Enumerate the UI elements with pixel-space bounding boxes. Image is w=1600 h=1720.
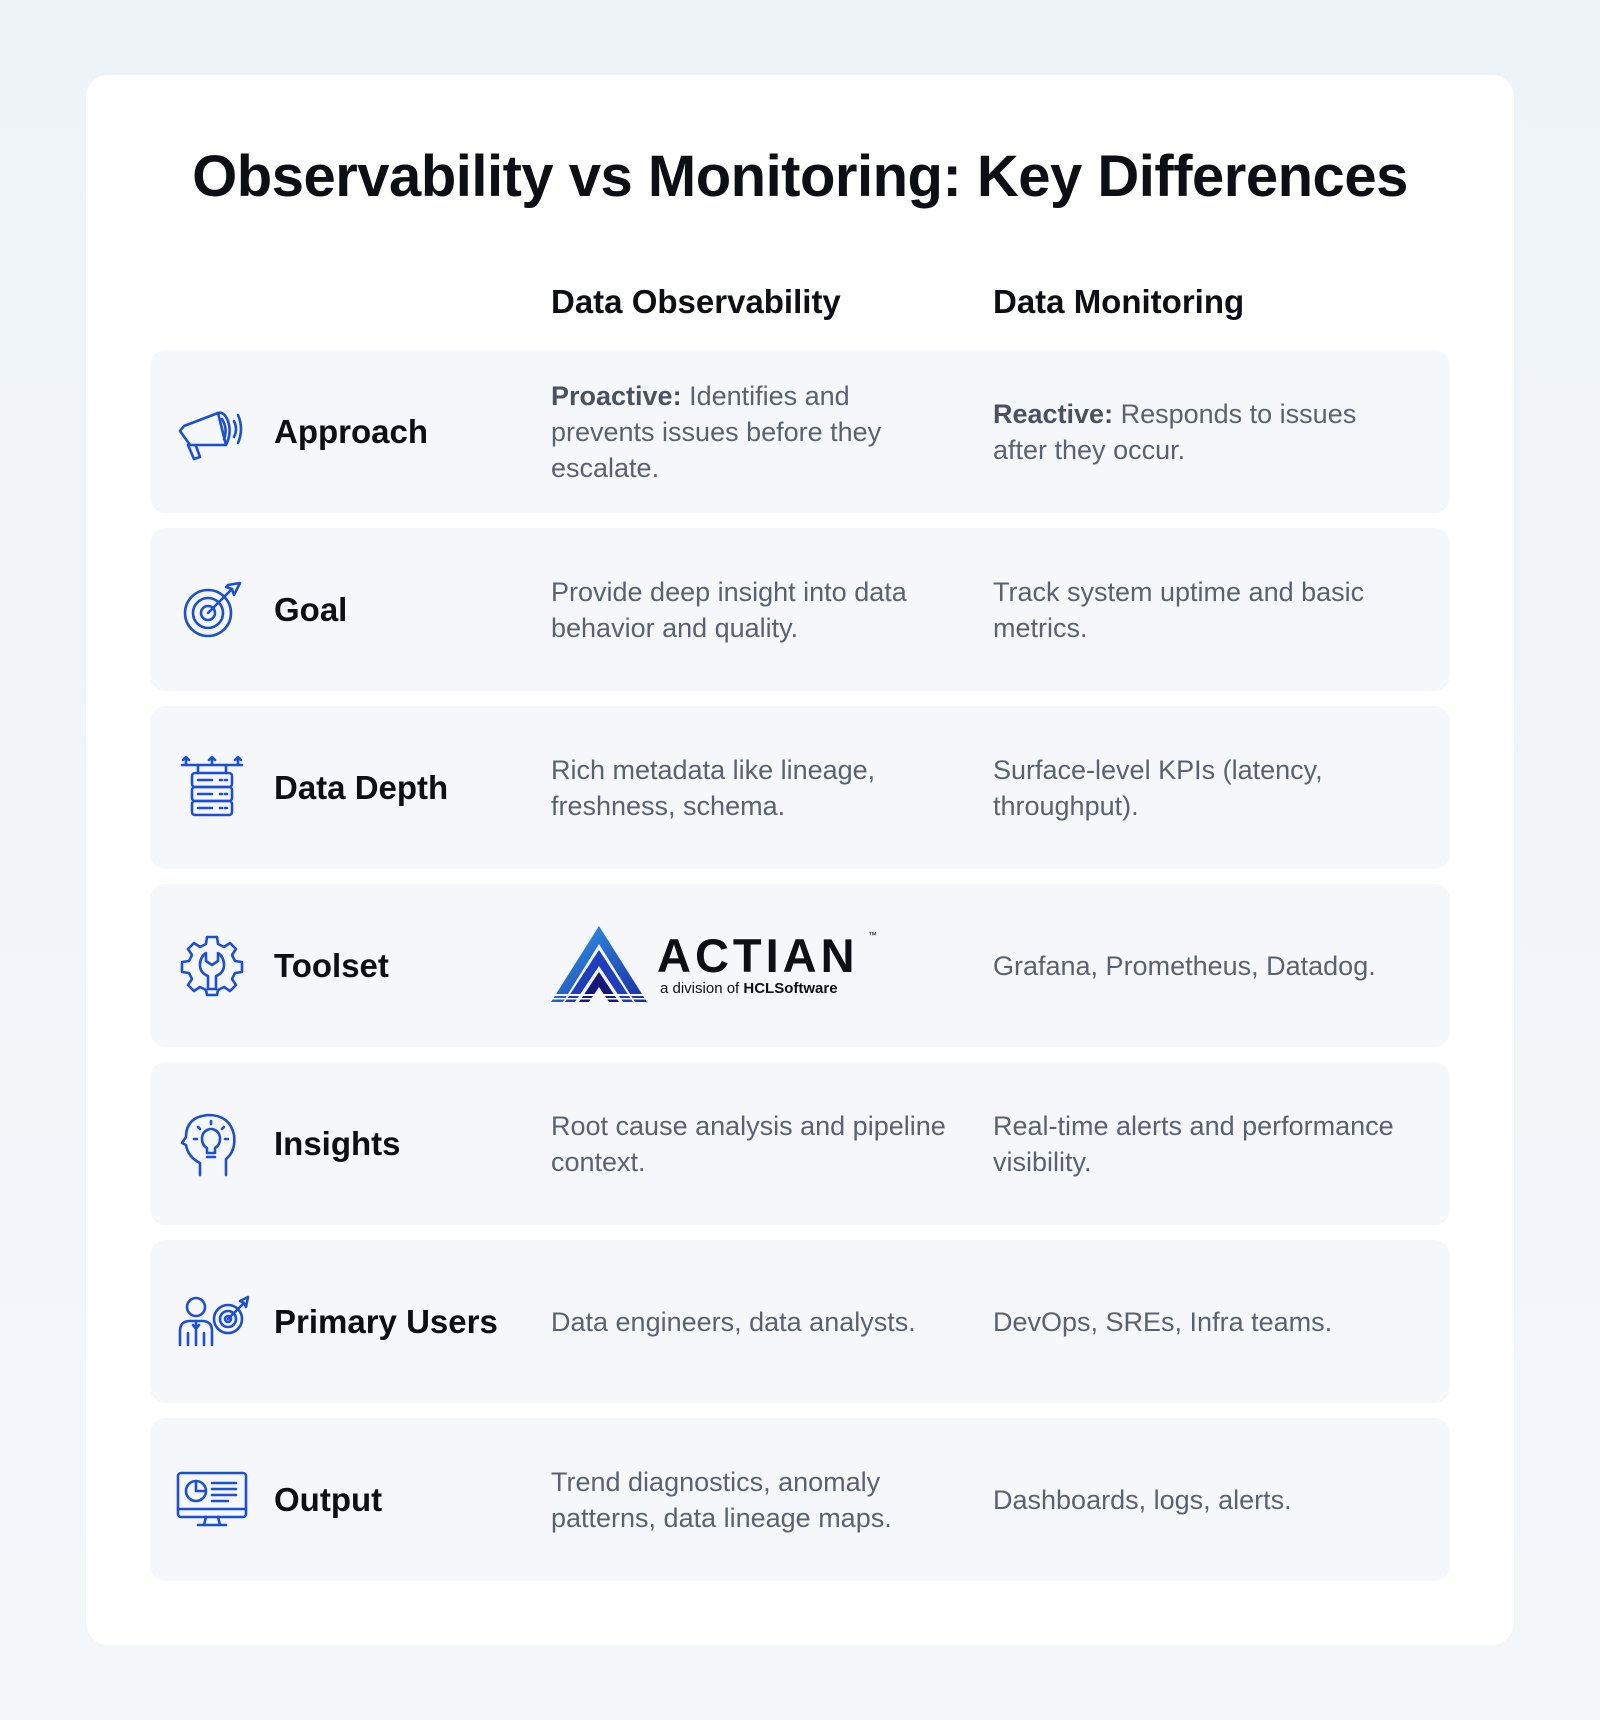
row-label: Insights — [274, 1124, 401, 1162]
cell-text: Dashboards, logs, alerts. — [993, 1484, 1292, 1515]
dashboard-monitor-icon — [174, 1461, 250, 1537]
comparison-card — [86, 75, 1514, 1645]
row-label: Output — [274, 1480, 383, 1518]
observability-cell — [551, 350, 951, 513]
comparison-row-toolset — [150, 884, 1450, 1047]
monitoring-cell — [993, 884, 1413, 1047]
cell-text: DevOps, SREs, Infra teams. — [993, 1306, 1333, 1337]
page-title: Observability vs Monitoring: Key Differences — [192, 144, 1408, 209]
cell-text: Grafana, Prometheus, Datadog. — [993, 950, 1376, 981]
row-label: Goal — [274, 590, 348, 628]
cell-text: Track system uptime and basic metrics. — [993, 576, 1365, 643]
gear-wrench-icon — [174, 927, 250, 1003]
tagline-brand: HCLSoftware — [743, 980, 838, 997]
monitoring-cell — [993, 528, 1413, 691]
cell-text: Responds to issues after they occur. — [993, 398, 1357, 465]
monitoring-cell — [993, 706, 1413, 869]
monitoring-cell — [993, 1062, 1413, 1225]
comparison-row-approach — [150, 350, 1450, 513]
column-header-observability: Data Observability — [551, 283, 841, 320]
monitoring-cell — [993, 1240, 1413, 1403]
observability-cell — [551, 1240, 951, 1403]
target-icon — [174, 571, 250, 647]
observability-cell — [551, 528, 951, 691]
user-target-icon — [174, 1283, 250, 1359]
row-label: Data Depth — [274, 768, 449, 806]
cell-text: Rich metadata like lineage, freshness, schema. — [551, 754, 876, 821]
server-stack-icon — [174, 749, 250, 825]
cell-text: Identifies and prevents issues before they escalate. — [551, 380, 882, 483]
comparison-row-insights — [150, 1062, 1450, 1225]
observability-cell — [551, 1062, 951, 1225]
cell-lead: Proactive: — [551, 380, 682, 411]
cell-text: Real-time alerts and performance visibility. — [993, 1110, 1394, 1177]
cell-text: Surface-level KPIs (latency, throughput). — [993, 754, 1323, 821]
comparison-row-primary-users — [150, 1240, 1450, 1403]
cell-text: Trend diagnostics, anomaly patterns, data lineage maps. — [551, 1466, 892, 1533]
monitoring-cell — [993, 1418, 1413, 1581]
column-header-monitoring: Data Monitoring — [993, 283, 1245, 320]
observability-cell — [551, 1418, 951, 1581]
cell-text: Data engineers, data analysts. — [551, 1306, 916, 1337]
row-label: Primary Users — [274, 1302, 498, 1340]
row-label: Toolset — [274, 946, 389, 984]
comparison-row-goal — [150, 528, 1450, 691]
trademark-symbol: ™ — [868, 930, 877, 940]
cell-text: Provide deep insight into data behavior and quality. — [551, 576, 907, 643]
observability-cell — [551, 706, 951, 869]
cell-text: Root cause analysis and pipeline context. — [551, 1110, 946, 1177]
actian-mark-icon — [551, 924, 651, 1004]
row-label: Approach — [274, 412, 429, 450]
comparison-row-output — [150, 1418, 1450, 1581]
comparison-row-data-depth — [150, 706, 1450, 869]
megaphone-icon — [174, 393, 250, 469]
actian-wordmark: ACTIAN — [657, 929, 859, 982]
actian-logo — [551, 924, 881, 1004]
tagline-prefix: a division of — [660, 980, 744, 997]
monitoring-cell — [993, 350, 1413, 513]
head-lightbulb-icon — [174, 1105, 250, 1181]
actian-tagline — [660, 980, 838, 997]
cell-lead: Reactive: — [993, 398, 1114, 429]
